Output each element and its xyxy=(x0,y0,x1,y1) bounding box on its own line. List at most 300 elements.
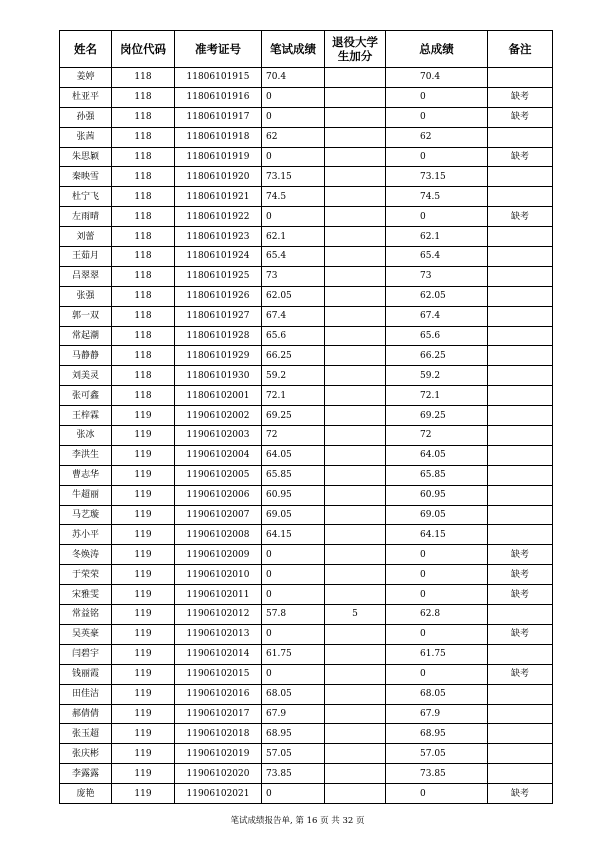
cell-total-score-value: 69.05 xyxy=(420,510,446,521)
cell-total-score-value: 0 xyxy=(420,569,426,580)
cell-total-score xyxy=(386,605,488,625)
cell-position-code: 118 xyxy=(112,87,175,107)
cell-written-score xyxy=(262,644,325,664)
cell-remarks xyxy=(488,465,553,485)
cell-total-score-value: 61.75 xyxy=(420,649,446,660)
cell-written-score-value: 57.05 xyxy=(266,748,292,759)
cell-total-score-value: 65.85 xyxy=(420,470,446,481)
cell-total-score xyxy=(386,644,488,664)
cell-name: 钱丽霞 xyxy=(60,664,112,684)
cell-written-score xyxy=(262,426,325,446)
cell-written-score xyxy=(262,187,325,207)
cell-position-code: 119 xyxy=(112,744,175,764)
header-remarks: 备注 xyxy=(488,31,553,68)
table-row xyxy=(60,286,553,306)
table-row xyxy=(60,107,553,127)
cell-veteran-bonus xyxy=(325,784,386,804)
cell-total-score-value: 64.15 xyxy=(420,529,446,540)
cell-admission-number: 11906102021 xyxy=(175,784,262,804)
score-table xyxy=(59,30,553,804)
table-row xyxy=(60,664,553,684)
cell-position-code: 119 xyxy=(112,684,175,704)
cell-position-code: 119 xyxy=(112,605,175,625)
cell-name: 常起潮 xyxy=(60,326,112,346)
cell-name: 孙强 xyxy=(60,107,112,127)
table-row xyxy=(60,227,553,247)
cell-position-code: 118 xyxy=(112,326,175,346)
cell-remarks xyxy=(488,266,553,286)
table-row xyxy=(60,346,553,366)
cell-written-score xyxy=(262,107,325,127)
cell-remarks xyxy=(488,386,553,406)
table-row xyxy=(60,406,553,426)
cell-total-score xyxy=(386,565,488,585)
cell-veteran-bonus xyxy=(325,724,386,744)
cell-written-score-value: 72.1 xyxy=(266,390,287,401)
cell-name: 张冰 xyxy=(60,426,112,446)
table-row xyxy=(60,445,553,465)
cell-admission-number: 11806101924 xyxy=(175,247,262,267)
cell-written-score xyxy=(262,346,325,366)
cell-admission-number: 11806101928 xyxy=(175,326,262,346)
cell-written-score xyxy=(262,366,325,386)
cell-name: 马艺璇 xyxy=(60,505,112,525)
cell-position-code: 119 xyxy=(112,784,175,804)
cell-total-score xyxy=(386,326,488,346)
cell-total-score-value: 68.95 xyxy=(420,728,446,739)
table-row xyxy=(60,505,553,525)
cell-position-code: 118 xyxy=(112,207,175,227)
cell-total-score xyxy=(386,346,488,366)
cell-remarks xyxy=(488,505,553,525)
cell-written-score xyxy=(262,764,325,784)
cell-written-score xyxy=(262,306,325,326)
cell-total-score-value: 64.05 xyxy=(420,450,446,461)
cell-remarks xyxy=(488,724,553,744)
cell-name: 刘蕾 xyxy=(60,227,112,247)
cell-admission-number: 11906102009 xyxy=(175,545,262,565)
cell-veteran-bonus xyxy=(325,525,386,545)
cell-admission-number: 11906102020 xyxy=(175,764,262,784)
cell-total-score xyxy=(386,426,488,446)
cell-written-score xyxy=(262,147,325,167)
cell-written-score xyxy=(262,266,325,286)
cell-remarks xyxy=(488,744,553,764)
cell-written-score xyxy=(262,68,325,88)
table-row xyxy=(60,187,553,207)
cell-veteran-bonus xyxy=(325,505,386,525)
cell-total-score-value: 57.05 xyxy=(420,748,446,759)
cell-position-code: 119 xyxy=(112,445,175,465)
header-name: 姓名 xyxy=(60,31,112,68)
cell-total-score xyxy=(386,406,488,426)
cell-total-score xyxy=(386,227,488,247)
cell-written-score-value: 68.95 xyxy=(266,728,292,739)
cell-total-score xyxy=(386,445,488,465)
cell-admission-number: 11906102013 xyxy=(175,624,262,644)
cell-name: 秦映雪 xyxy=(60,167,112,187)
cell-veteran-bonus xyxy=(325,406,386,426)
cell-name: 姜婷 xyxy=(60,68,112,88)
cell-position-code: 118 xyxy=(112,227,175,247)
cell-position-code: 119 xyxy=(112,525,175,545)
cell-total-score-value: 62 xyxy=(420,132,432,143)
cell-name: 郭一双 xyxy=(60,306,112,326)
cell-name: 田佳洁 xyxy=(60,684,112,704)
cell-written-score-value: 0 xyxy=(266,569,272,580)
cell-admission-number: 11806101915 xyxy=(175,68,262,88)
cell-name: 冬焕涛 xyxy=(60,545,112,565)
cell-admission-number: 11906102010 xyxy=(175,565,262,585)
cell-admission-number: 11906102005 xyxy=(175,465,262,485)
cell-name: 闫碧宇 xyxy=(60,644,112,664)
cell-name: 牛超丽 xyxy=(60,485,112,505)
cell-admission-number: 11906102002 xyxy=(175,406,262,426)
cell-total-score-value: 62.8 xyxy=(420,609,441,620)
cell-remarks xyxy=(488,68,553,88)
cell-total-score-value: 67.4 xyxy=(420,311,441,322)
cell-admission-number: 11806101925 xyxy=(175,266,262,286)
cell-total-score-value: 59.2 xyxy=(420,370,441,381)
cell-total-score-value: 60.95 xyxy=(420,490,446,501)
cell-written-score xyxy=(262,605,325,625)
cell-veteran-bonus xyxy=(325,426,386,446)
cell-total-score xyxy=(386,207,488,227)
cell-position-code: 119 xyxy=(112,565,175,585)
cell-written-score xyxy=(262,565,325,585)
cell-position-code: 119 xyxy=(112,664,175,684)
cell-written-score xyxy=(262,406,325,426)
cell-written-score-value: 0 xyxy=(266,788,272,799)
cell-total-score xyxy=(386,585,488,605)
cell-written-score-value: 65.4 xyxy=(266,251,287,262)
cell-veteran-bonus xyxy=(325,187,386,207)
cell-written-score-value: 61.75 xyxy=(266,649,292,660)
cell-total-score-value: 65.4 xyxy=(420,251,441,262)
cell-remarks xyxy=(488,286,553,306)
cell-written-score-value: 62.05 xyxy=(266,291,292,302)
cell-veteran-bonus xyxy=(325,366,386,386)
header-veteran-bonus: 退役大学生加分 xyxy=(325,31,386,68)
cell-written-score-value: 68.05 xyxy=(266,689,292,700)
table-row xyxy=(60,426,553,446)
cell-written-score-value: 0 xyxy=(266,549,272,560)
table-row xyxy=(60,644,553,664)
cell-total-score-value: 65.6 xyxy=(420,331,441,342)
cell-position-code: 119 xyxy=(112,585,175,605)
cell-total-score-value: 67.9 xyxy=(420,708,441,719)
cell-name: 曹志华 xyxy=(60,465,112,485)
cell-admission-number: 11806101918 xyxy=(175,127,262,147)
cell-remarks xyxy=(488,127,553,147)
cell-total-score xyxy=(386,187,488,207)
cell-total-score xyxy=(386,247,488,267)
table-row xyxy=(60,167,553,187)
table-row xyxy=(60,306,553,326)
cell-veteran-bonus xyxy=(325,107,386,127)
cell-written-score-value: 65.6 xyxy=(266,331,287,342)
cell-veteran-bonus xyxy=(325,664,386,684)
cell-written-score xyxy=(262,784,325,804)
cell-total-score-value: 0 xyxy=(420,152,426,162)
cell-total-score-value: 70.4 xyxy=(420,72,441,83)
cell-total-score xyxy=(386,545,488,565)
cell-position-code: 118 xyxy=(112,346,175,366)
score-table-header xyxy=(60,31,553,68)
cell-total-score xyxy=(386,485,488,505)
cell-admission-number: 11906102016 xyxy=(175,684,262,704)
cell-total-score-value: 72 xyxy=(420,430,432,441)
cell-written-score-value: 60.95 xyxy=(266,490,292,501)
cell-admission-number: 11906102006 xyxy=(175,485,262,505)
cell-name: 苏小平 xyxy=(60,525,112,545)
cell-name: 吕翠翠 xyxy=(60,266,112,286)
cell-remarks xyxy=(488,247,553,267)
cell-remarks xyxy=(488,346,553,366)
cell-remarks: 缺考 xyxy=(488,207,553,227)
cell-name: 杜亚平 xyxy=(60,87,112,107)
cell-total-score xyxy=(386,167,488,187)
cell-admission-number: 11906102014 xyxy=(175,644,262,664)
cell-written-score xyxy=(262,207,325,227)
cell-veteran-bonus xyxy=(325,68,386,88)
cell-veteran-bonus xyxy=(325,565,386,585)
cell-remarks xyxy=(488,167,553,187)
cell-name: 吴英豪 xyxy=(60,624,112,644)
cell-position-code: 119 xyxy=(112,406,175,426)
table-row xyxy=(60,565,553,585)
cell-remarks xyxy=(488,764,553,784)
cell-written-score-value: 69.25 xyxy=(266,410,292,421)
cell-written-score xyxy=(262,704,325,724)
cell-remarks: 缺考 xyxy=(488,585,553,605)
cell-position-code: 119 xyxy=(112,485,175,505)
cell-admission-number: 11906102015 xyxy=(175,664,262,684)
cell-total-score-value: 66.25 xyxy=(420,350,446,361)
cell-veteran-bonus xyxy=(325,465,386,485)
table-row xyxy=(60,68,553,88)
cell-total-score xyxy=(386,664,488,684)
cell-remarks: 缺考 xyxy=(488,664,553,684)
cell-position-code: 118 xyxy=(112,147,175,167)
cell-total-score-value: 0 xyxy=(420,788,426,799)
cell-written-score-value: 0 xyxy=(266,629,272,640)
cell-total-score-value: 0 xyxy=(420,549,426,560)
cell-total-score xyxy=(386,266,488,286)
cell-remarks: 缺考 xyxy=(488,107,553,127)
cell-admission-number: 11906102017 xyxy=(175,704,262,724)
cell-name: 于荣荣 xyxy=(60,565,112,585)
cell-remarks: 缺考 xyxy=(488,545,553,565)
cell-written-score xyxy=(262,624,325,644)
cell-written-score-value: 0 xyxy=(266,92,272,103)
cell-veteran-bonus xyxy=(325,326,386,346)
cell-written-score xyxy=(262,87,325,107)
cell-position-code: 119 xyxy=(112,545,175,565)
cell-total-score-value: 0 xyxy=(420,589,426,600)
cell-name: 李洪生 xyxy=(60,445,112,465)
cell-name: 宋雅雯 xyxy=(60,585,112,605)
cell-written-score xyxy=(262,744,325,764)
cell-veteran-bonus xyxy=(325,684,386,704)
cell-written-score-value: 64.05 xyxy=(266,450,292,461)
cell-written-score xyxy=(262,664,325,684)
cell-position-code: 118 xyxy=(112,386,175,406)
cell-position-code: 119 xyxy=(112,624,175,644)
cell-admission-number: 11906102012 xyxy=(175,605,262,625)
cell-position-code: 118 xyxy=(112,187,175,207)
cell-remarks: 缺考 xyxy=(488,784,553,804)
cell-name: 常益铭 xyxy=(60,605,112,625)
cell-name: 张可鑫 xyxy=(60,386,112,406)
cell-admission-number: 11806101929 xyxy=(175,346,262,366)
table-row xyxy=(60,624,553,644)
table-row xyxy=(60,366,553,386)
page-footer: 笔试成绩报告单, 第 16 页 共 32 页 xyxy=(230,816,365,826)
cell-veteran-bonus xyxy=(325,346,386,366)
cell-total-score-value: 74.5 xyxy=(420,191,441,202)
cell-written-score-value: 0 xyxy=(266,589,272,600)
cell-written-score-value: 72 xyxy=(266,430,278,441)
cell-remarks xyxy=(488,644,553,664)
cell-admission-number: 11806101927 xyxy=(175,306,262,326)
cell-veteran-bonus xyxy=(325,247,386,267)
cell-remarks xyxy=(488,684,553,704)
cell-veteran-bonus xyxy=(325,167,386,187)
cell-position-code: 118 xyxy=(112,266,175,286)
cell-written-score-value: 0 xyxy=(266,669,272,680)
cell-admission-number: 11806101923 xyxy=(175,227,262,247)
cell-remarks xyxy=(488,187,553,207)
table-row xyxy=(60,247,553,267)
cell-total-score xyxy=(386,107,488,127)
cell-written-score xyxy=(262,227,325,247)
cell-written-score-value: 0 xyxy=(266,152,272,162)
cell-total-score xyxy=(386,684,488,704)
cell-admission-number: 11906102011 xyxy=(175,585,262,605)
cell-remarks xyxy=(488,704,553,724)
cell-position-code: 119 xyxy=(112,426,175,446)
cell-admission-number: 11806101920 xyxy=(175,167,262,187)
table-row xyxy=(60,744,553,764)
cell-written-score-value: 62.1 xyxy=(266,231,287,242)
cell-written-score xyxy=(262,525,325,545)
table-row xyxy=(60,465,553,485)
cell-position-code: 118 xyxy=(112,127,175,147)
table-row xyxy=(60,326,553,346)
cell-remarks xyxy=(488,306,553,326)
cell-total-score-value: 68.05 xyxy=(420,689,446,700)
cell-veteran-bonus xyxy=(325,624,386,644)
table-row xyxy=(60,684,553,704)
cell-total-score xyxy=(386,624,488,644)
cell-name: 杜宁飞 xyxy=(60,187,112,207)
cell-name: 王茹月 xyxy=(60,247,112,267)
cell-written-score xyxy=(262,545,325,565)
cell-total-score xyxy=(386,68,488,88)
cell-veteran-bonus: 5 xyxy=(325,605,386,625)
header-admission-number: 准考证号 xyxy=(175,31,262,68)
cell-written-score xyxy=(262,286,325,306)
cell-name: 朱思颖 xyxy=(60,147,112,167)
table-row xyxy=(60,87,553,107)
cell-veteran-bonus xyxy=(325,764,386,784)
cell-written-score-value: 67.9 xyxy=(266,708,287,719)
table-row xyxy=(60,784,553,804)
cell-name: 马静静 xyxy=(60,346,112,366)
cell-position-code: 119 xyxy=(112,704,175,724)
table-row xyxy=(60,485,553,505)
cell-position-code: 118 xyxy=(112,68,175,88)
cell-remarks xyxy=(488,227,553,247)
cell-position-code: 119 xyxy=(112,465,175,485)
cell-remarks: 缺考 xyxy=(488,147,553,167)
cell-admission-number: 11906102008 xyxy=(175,525,262,545)
cell-admission-number: 11906102019 xyxy=(175,744,262,764)
cell-written-score-value: 66.25 xyxy=(266,350,292,361)
cell-name: 刘美灵 xyxy=(60,366,112,386)
cell-position-code: 118 xyxy=(112,366,175,386)
cell-written-score xyxy=(262,465,325,485)
cell-written-score xyxy=(262,386,325,406)
score-table-body xyxy=(60,68,553,804)
cell-total-score xyxy=(386,127,488,147)
cell-written-score-value: 59.2 xyxy=(266,370,287,381)
cell-remarks: 缺考 xyxy=(488,624,553,644)
cell-position-code: 118 xyxy=(112,247,175,267)
table-row xyxy=(60,724,553,744)
cell-written-score xyxy=(262,167,325,187)
cell-written-score-value: 73.85 xyxy=(266,768,292,779)
cell-total-score xyxy=(386,764,488,784)
cell-name: 张茜 xyxy=(60,127,112,147)
cell-total-score xyxy=(386,147,488,167)
cell-name: 李露露 xyxy=(60,764,112,784)
cell-written-score-value: 73.15 xyxy=(266,171,292,182)
cell-admission-number: 11906102007 xyxy=(175,505,262,525)
cell-total-score xyxy=(386,286,488,306)
cell-total-score-value: 62.1 xyxy=(420,231,441,242)
cell-veteran-bonus xyxy=(325,445,386,465)
cell-written-score xyxy=(262,127,325,147)
cell-total-score xyxy=(386,704,488,724)
cell-name: 张强 xyxy=(60,286,112,306)
cell-total-score-value: 0 xyxy=(420,669,426,680)
cell-total-score xyxy=(386,306,488,326)
cell-written-score-value: 0 xyxy=(266,211,272,222)
cell-veteran-bonus xyxy=(325,286,386,306)
cell-total-score-value: 72.1 xyxy=(420,390,441,401)
cell-admission-number: 11906102004 xyxy=(175,445,262,465)
cell-remarks xyxy=(488,525,553,545)
cell-written-score xyxy=(262,585,325,605)
cell-written-score-value: 62 xyxy=(266,132,278,143)
cell-position-code: 119 xyxy=(112,724,175,744)
header-total-score: 总成绩 xyxy=(386,31,488,68)
cell-written-score xyxy=(262,505,325,525)
cell-veteran-bonus xyxy=(325,127,386,147)
cell-written-score-value: 57.8 xyxy=(266,609,287,620)
table-row xyxy=(60,386,553,406)
cell-admission-number: 11806101917 xyxy=(175,107,262,127)
cell-remarks xyxy=(488,445,553,465)
cell-total-score-value: 0 xyxy=(420,211,426,222)
table-row xyxy=(60,207,553,227)
cell-veteran-bonus xyxy=(325,744,386,764)
cell-total-score-value: 0 xyxy=(420,92,426,103)
cell-remarks xyxy=(488,605,553,625)
cell-position-code: 118 xyxy=(112,286,175,306)
